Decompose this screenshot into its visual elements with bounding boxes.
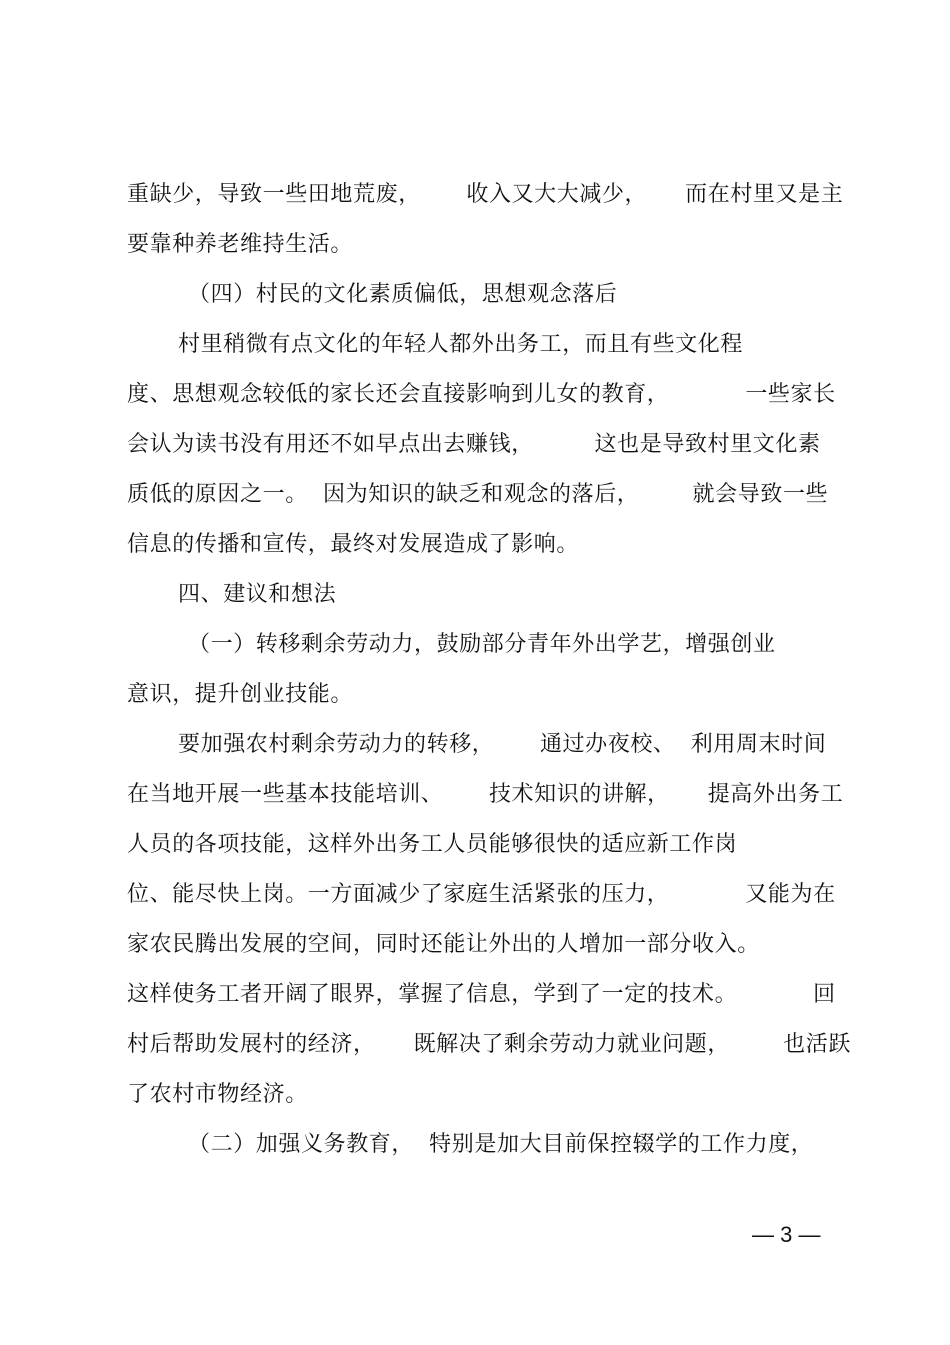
- text-line-11: 意识，提升创业技能。: [127, 682, 354, 707]
- text-line-19: 了农村市物经济。: [127, 1082, 308, 1107]
- text-line-4: 村里稍微有点文化的年轻人都外出务工，而且有些文化程: [178, 332, 744, 357]
- text-line-6: 会认为读书没有用还不如早点出去赚钱， 这也是导致村里文化素: [127, 432, 821, 457]
- text-line-17: 这样使务工者开阔了眼界，掌握了信息，学到了一定的技术。 回: [127, 982, 836, 1007]
- text-line-13: 在当地开展一些基本技能培训、 技术知识的讲解， 提高外出务工: [127, 782, 844, 807]
- text-line-15: 位、能尽快上岗。一方面减少了家庭生活紧张的压力， 又能为在: [127, 882, 836, 907]
- text-line-2: 要靠种养老维持生活。: [127, 232, 354, 257]
- text-line-12: 要加强农村剩余劳动力的转移， 通过办夜校、 利用周末时间: [178, 732, 827, 757]
- subheading-2: （二）加强义务教育， 特别是加大目前保控辍学的工作力度，: [188, 1132, 814, 1157]
- text-line-1: 重缺少，导致一些田地荒废， 收入又大大减少， 而在村里又是主: [127, 182, 844, 207]
- page-number: — 3 —: [752, 1222, 821, 1247]
- section-heading-4: （四）村民的文化素质偏低，思想观念落后: [188, 282, 618, 307]
- text-line-18: 村后帮助发展村的经济， 既解决了剩余劳动力就业问题， 也活跃: [127, 1032, 851, 1057]
- subheading-1: （一）转移剩余劳动力，鼓励部分青年外出学艺，增强创业: [188, 632, 776, 657]
- text-line-16: 家农民腾出发展的空间，同时还能让外出的人增加一部分收入。: [127, 932, 760, 957]
- text-line-5: 度、思想观念较低的家长还会直接影响到儿女的教育， 一些家长: [127, 382, 836, 407]
- section-heading-suggestions: 四、建议和想法: [178, 582, 337, 607]
- text-line-7: 质低的原因之一。 因为知识的缺乏和观念的落后， 就会导致一些: [127, 482, 829, 507]
- text-line-8: 信息的传播和宣传，最终对发展造成了影响。: [127, 532, 580, 557]
- text-line-14: 人员的各项技能，这样外出务工人员能够很快的适应新工作岗: [127, 832, 738, 857]
